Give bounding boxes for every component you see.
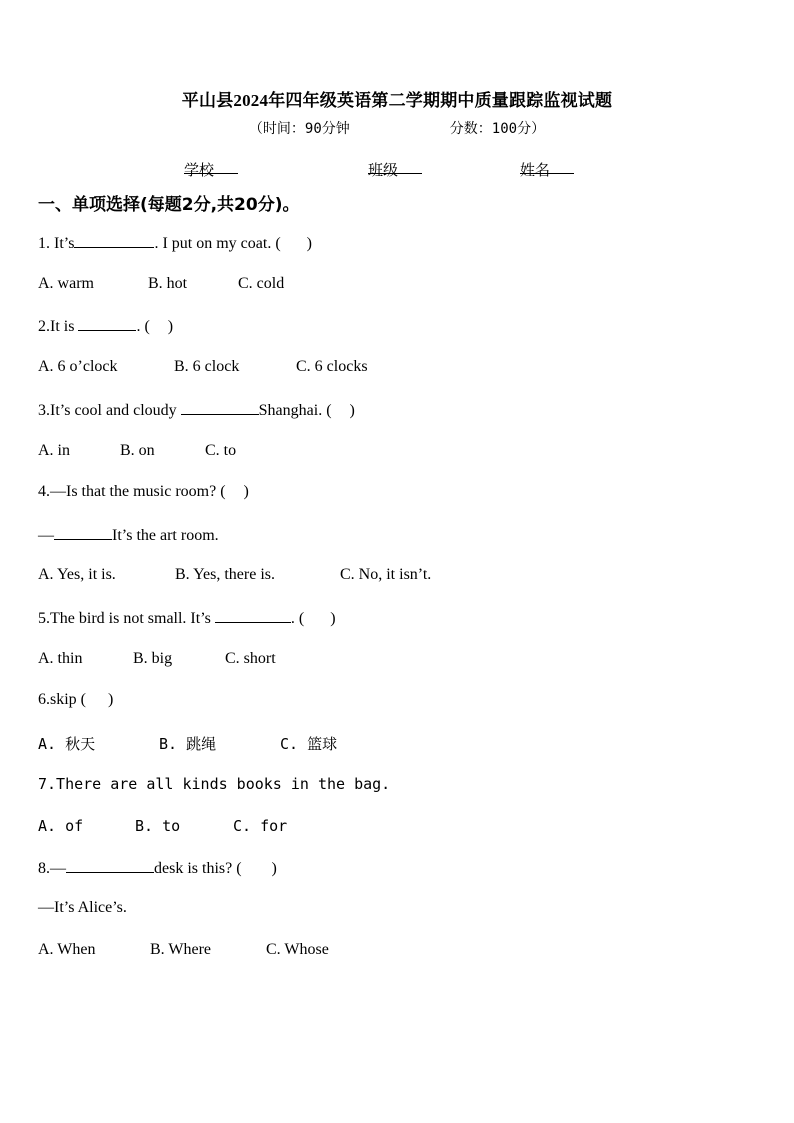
option-a[interactable]: A. warm [38, 275, 94, 292]
option-b[interactable]: B. on [120, 442, 155, 459]
school-blank[interactable] [184, 159, 238, 174]
answer-blank[interactable] [181, 400, 259, 415]
option-b[interactable]: B. 跳绳 [159, 735, 217, 753]
question-6: 6.skip ( ) [38, 691, 114, 708]
option-c[interactable]: C. cold [238, 275, 285, 292]
answer-blank[interactable] [78, 316, 136, 331]
exam-score: 分数：100分） [449, 121, 546, 137]
section-title: 一、单项选择(每题2分,共20分)。 [38, 195, 300, 215]
option-b[interactable]: B. hot [148, 275, 188, 292]
option-c[interactable]: C. Whose [266, 941, 329, 958]
option-b[interactable]: B. big [133, 650, 173, 667]
exam-time: （时间：90分钟 [248, 121, 350, 137]
question-5: 5.The bird is not small. It’s . ( ) [38, 610, 336, 627]
question-8-reply: —It’s Alice’s. [38, 899, 127, 916]
option-a[interactable]: A. of [38, 817, 84, 835]
option-c[interactable]: C. to [205, 442, 237, 459]
question-4: 4.—Is that the music room? ( ) [38, 483, 249, 500]
option-c[interactable]: C. short [225, 650, 276, 667]
name-label: 姓名 [520, 163, 551, 179]
answer-blank[interactable] [66, 858, 154, 873]
option-c[interactable]: C. 篮球 [280, 735, 338, 753]
class-label: 班级 [368, 163, 399, 179]
option-a[interactable]: A. When [38, 941, 96, 958]
option-c[interactable]: C. 6 clocks [296, 358, 368, 375]
answer-blank[interactable] [54, 525, 112, 540]
question-2: 2.It is . ( ) [38, 318, 174, 335]
question-8: 8.— desk is this? ( ) [38, 860, 277, 877]
question-4-reply: — It’s the art room. [38, 527, 219, 544]
question-3: 3.It’s cool and cloudy Shanghai. ( ) [38, 402, 355, 419]
option-c[interactable]: C. for [233, 817, 288, 835]
exam-title: 平山县2024年四年级英语第二学期期中质量跟踪监视试题 [181, 91, 613, 110]
option-a[interactable]: A. Yes, it is. [38, 566, 116, 583]
option-a[interactable]: A. 6 o’clock [38, 358, 118, 375]
option-b[interactable]: B. to [135, 817, 181, 835]
option-b[interactable]: B. Yes, there is. [175, 566, 276, 583]
option-a[interactable]: A. thin [38, 650, 83, 667]
option-a[interactable]: A. 秋天 [38, 735, 96, 753]
class-blank[interactable] [368, 159, 422, 174]
answer-blank[interactable] [74, 233, 154, 248]
option-b[interactable]: B. Where [150, 941, 212, 958]
option-b[interactable]: B. 6 clock [174, 358, 240, 375]
name-blank[interactable] [520, 159, 574, 174]
option-a[interactable]: A. in [38, 442, 70, 459]
exam-subtitle [0, 118, 794, 138]
student-info-row [0, 159, 794, 179]
school-label: 学校 [184, 163, 215, 179]
question-7: 7.There are all kinds books in the bag. [38, 775, 391, 793]
question-1: 1. It’s . I put on my coat. ( ) [38, 235, 312, 252]
option-c[interactable]: C. No, it isn’t. [340, 566, 432, 583]
answer-blank[interactable] [215, 608, 291, 623]
